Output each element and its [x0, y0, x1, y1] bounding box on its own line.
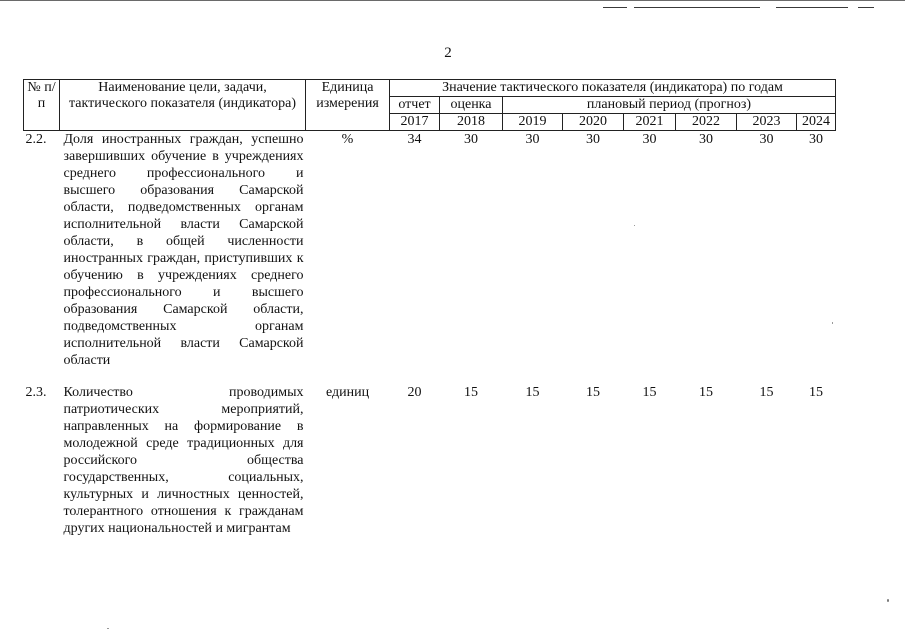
value-2018: 15 [464, 385, 478, 400]
header-planning-period: плановый период (прогноз) [503, 97, 836, 114]
header-unit: Единица измерения [306, 80, 390, 131]
value-2020: 30 [586, 132, 600, 147]
scan-speck [634, 225, 635, 226]
table-row [24, 131, 836, 370]
scan-artifact-line [634, 7, 760, 8]
header-estimate: оценка [440, 97, 503, 114]
table-header [24, 80, 836, 131]
header-year-2021: 2021 [624, 114, 676, 131]
header-year-2023: 2023 [737, 114, 797, 131]
value-2017: 34 [407, 132, 422, 147]
value-2023: 15 [759, 385, 774, 400]
header-year-2022: 2022 [676, 114, 737, 131]
table-row [24, 384, 836, 537]
value-2024: 30 [809, 132, 824, 147]
indicators-table [23, 79, 836, 537]
header-year-2018: 2018 [440, 114, 503, 131]
value-2017: 20 [407, 385, 422, 400]
scan-artifact-line [858, 7, 874, 8]
page-number: 2 [444, 45, 452, 61]
header-report: отчет [390, 97, 440, 114]
value-2019: 30 [525, 132, 540, 147]
value-2022: 15 [699, 385, 713, 400]
value-2024: 15 [809, 385, 824, 400]
value-2021: 30 [642, 132, 657, 147]
indicator-name: Доля иностранных граждан, успешно завершивших обучение в учреждениях среднего профессионального и высшего образования Самарской области, подведомственных органам исполнительной власти Самарской области, в общей численности иностранных граждан, приступивших к обучению в учреждениях среднего профессионального и высшего образования Самарской области, подведомственных органам исполнительной власти Самарской области [63, 132, 304, 368]
row-number: 2.2. [25, 132, 47, 147]
row-spacer-cell [24, 369, 836, 384]
scan-speck [887, 599, 889, 602]
header-year-2024: 2024 [797, 114, 836, 131]
header-values-group: Значение тактического показателя (индикатора) по годам [390, 80, 836, 97]
row-spacer [24, 369, 836, 384]
header-year-2020: 2020 [563, 114, 624, 131]
scan-speck [832, 322, 833, 324]
page-top-edge [0, 0, 905, 1]
header-year-2017: 2017 [390, 114, 440, 131]
value-2023: 30 [759, 132, 774, 147]
value-2018: 30 [464, 132, 478, 147]
scan-speck [107, 628, 109, 629]
row-number: 2.3. [25, 385, 47, 400]
table-body [24, 131, 836, 538]
indicator-unit: единиц [325, 385, 370, 400]
indicator-name: Количество проводимых патриотических мероприятий, направленных на формирование в молодежной среде традиционных для российского общества государственных, социальных, культурных и личностных ценностей, толерантного отношения к гражданам других национальностей и мигрантам [63, 385, 304, 536]
value-2022: 30 [699, 132, 713, 147]
value-2020: 15 [586, 385, 600, 400]
header-year-2019: 2019 [503, 114, 563, 131]
header-name: Наименование цели, задачи, тактического показателя (индикатора) [60, 80, 306, 131]
value-2021: 15 [642, 385, 657, 400]
scan-artifact-line [776, 7, 848, 8]
scan-artifact-line [603, 7, 627, 8]
indicator-unit: % [341, 132, 354, 147]
value-2019: 15 [525, 385, 540, 400]
header-number: № п/п [24, 80, 60, 131]
